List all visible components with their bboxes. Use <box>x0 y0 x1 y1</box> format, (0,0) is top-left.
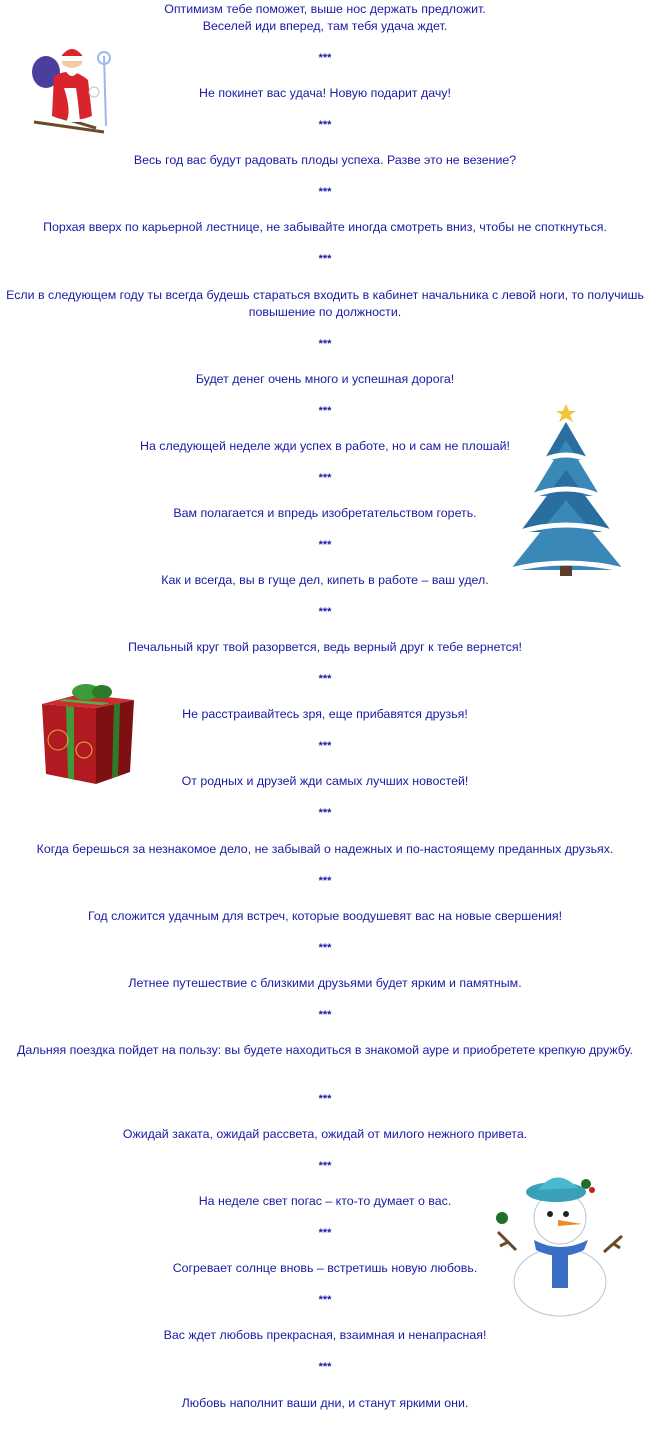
separator-asterisks: *** <box>318 1093 332 1105</box>
gift-box-illustration <box>36 680 138 788</box>
wish-line: Веселей иди вперед, там тебя удача ждет. <box>202 19 448 33</box>
separator-asterisks: *** <box>318 338 332 350</box>
wish-line: Не покинет вас удача! Новую подарит дачу! <box>199 86 451 100</box>
separator-asterisks: *** <box>318 1160 332 1172</box>
separator-asterisks: *** <box>318 606 332 618</box>
wish-line: Порхая вверх по карьерной лестнице, не забывайте иногда смотреть вниз, чтобы не споткнуться. <box>43 220 607 234</box>
separator-asterisks: *** <box>318 1361 332 1373</box>
wish-line: Как и всегда, вы в гуще дел, кипеть в работе – ваш удел. <box>161 573 489 587</box>
separator-asterisks: *** <box>318 942 332 954</box>
wish-line: Согревает солнце вновь – встретишь новую любовь. <box>172 1261 478 1275</box>
wish-line: Дальняя поездка пойдет на пользу: вы будете находиться в знакомой ауре и приобретете крепкую дружбу. <box>16 1043 634 1057</box>
wish-line: Будет денег очень много и успешная дорога! <box>195 372 455 386</box>
separator-asterisks: *** <box>318 472 332 484</box>
separator-asterisks: *** <box>318 405 332 417</box>
wish-line: На неделе свет погас – кто-то думает о вас. <box>198 1194 452 1208</box>
separator-asterisks: *** <box>318 253 332 265</box>
wish-line: От родных и друзей жди самых лучших новостей! <box>181 774 469 788</box>
separator-asterisks: *** <box>318 875 332 887</box>
separator-asterisks: *** <box>318 740 332 752</box>
wish-line: Год сложится удачным для встреч, которые воодушевят вас на новые свершения! <box>87 909 563 923</box>
wish-line: Если в следующем году ты всегда будешь стараться входить в кабинет начальника с левой ноги, то получишь повышение по должности. <box>6 288 644 319</box>
separator-asterisks: *** <box>318 539 332 551</box>
wish-line: Весь год вас будут радовать плоды успеха. Разве это не везение? <box>133 153 517 167</box>
wish-line: Любовь наполнит ваши дни, и станут яркими они. <box>181 1396 469 1410</box>
separator-asterisks: *** <box>318 673 332 685</box>
separator-asterisks: *** <box>318 186 332 198</box>
separator-asterisks: *** <box>318 52 332 64</box>
wish-line: Когда берешься за незнакомое дело, не забывай о надежных и по-настоящему преданных друзьях. <box>36 842 614 856</box>
separator-asterisks: *** <box>318 1009 332 1021</box>
wish-line: Оптимизм тебе поможет, выше нос держать предложит. <box>164 2 486 16</box>
wish-line: Летнее путешествие с близкими друзьями будет ярким и памятным. <box>128 976 522 990</box>
wish-line: На следующей неделе жди успех в работе, но и сам не плошай! <box>140 439 510 453</box>
wish-line: Печальный круг твой разорвется, ведь верный друг к тебе вернется! <box>128 640 522 654</box>
wish-line: Ожидай заката, ожидай рассвета, ожидай от милого нежного привета. <box>122 1127 528 1141</box>
wish-line: Не расстраивайтесь зря, еще прибавятся друзья! <box>182 707 468 721</box>
separator-asterisks: *** <box>318 807 332 819</box>
separator-asterisks: *** <box>318 1227 332 1239</box>
separator-asterisks: *** <box>318 1294 332 1306</box>
snowy-fir-tree-illustration <box>504 400 632 578</box>
wish-line: Вас ждет любовь прекрасная, взаимная и ненапрасная! <box>163 1328 487 1342</box>
separator-asterisks: *** <box>318 119 332 131</box>
wish-line: Вам полагается и впредь изобретательством гореть. <box>173 506 477 520</box>
